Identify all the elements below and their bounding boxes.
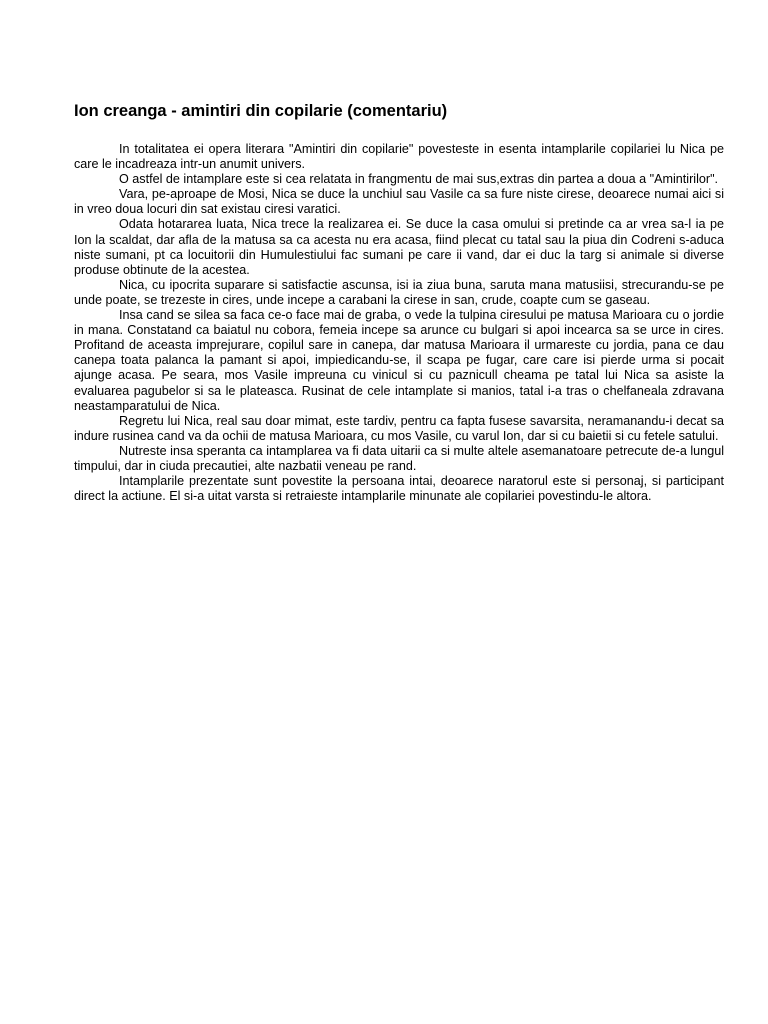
paragraph: In totalitatea ei opera literara "Amintiri din copilarie" povesteste in esenta intamplarile copilariei lu Nica pe care le incadreaza intr-un anumit univers. [74,142,724,172]
paragraph: Nutreste insa speranta ca intamplarea va fi data uitarii ca si multe altele asemanatoare petrecute de-a lungul timpului, dar in ciuda precautiei, alte nazbatii veneau pe rand. [74,443,724,473]
paragraph: Odata hotararea luata, Nica trece la realizarea ei. Se duce la casa omului si pretinde ca ar vrea sa-l ia pe Ion la scaldat, dar afla de la matusa sa ca acesta nu era acasa, fiind plecat cu tatal sau la piua din Codreni s-aduca niste sumani, pt ca locuitorii din Humulestiului fac sumani pe care ii vand, dar ei duc la targ si animale si diverse produse obtinute de la acestea. [74,217,724,277]
paragraph: Intamplarile prezentate sunt povestite la persoana intai, deoarece naratorul este si personaj, si participant direct la actiune. El si-a uitat varsta si retraieste intamplarile minunate ale copilariei povestindu-le altora. [74,474,724,504]
paragraph: Insa cand se silea sa faca ce-o face mai de graba, o vede la tulpina ciresului pe matusa Marioara cu o jordie in mana. Constatand ca baiatul nu cobora, femeia incepe sa arunce cu bulgari si apoi incearca sa se urce in cires. Profitand de aceasta imprejurare, copilul sare in canepa, dar matusa Marioara il urmareste cu jordia, pana ce dau canepa toata palanca la pamant si apoi, impiedicandu-se, il scapa pe fugar, care care isi pierde urma si pocait ajunge acasa. Pe seara, mos Vasile impreuna cu vinicul si cu paznicull cheama pe tatal lui Nica sa asiste la evaluarea pagubelor si sa le plateasca. Rusinat de cele intamplate si manios, tatal i-a tras o chelfaneala zdravana neastamparatului de Nica. [74,308,724,413]
paragraph: Vara, pe-aproape de Mosi, Nica se duce la unchiul sau Vasile ca sa fure niste cirese, deoarece numai aici si in vreo doua locuri din sat existau ciresi varatici. [74,187,724,217]
paragraph: Nica, cu ipocrita suparare si satisfactie ascunsa, isi ia ziua buna, saruta mana matusiisi, strecurandu-se pe unde poate, se trezeste in cires, unde incepe a carabani la cirese in san, crude, coapte cum se gaseau. [74,277,724,307]
document-title: Ion creanga - amintiri din copilarie (comentariu) [74,102,448,120]
document-body [74,142,724,504]
paragraph: Regretu lui Nica, real sau doar mimat, este tardiv, pentru ca fapta fusese savarsita, neramanandu-i decat sa indure rusinea cand va da ochii de matusa Marioara, cu mos Vasile, cu varul Ion, dar si cu baietii si cu fetele satului. [74,413,724,443]
document-page [74,101,724,504]
paragraph: O astfel de intamplare este si cea relatata in frangmentu de mai sus,extras din partea a doua a "Amintirilor". [119,172,719,187]
